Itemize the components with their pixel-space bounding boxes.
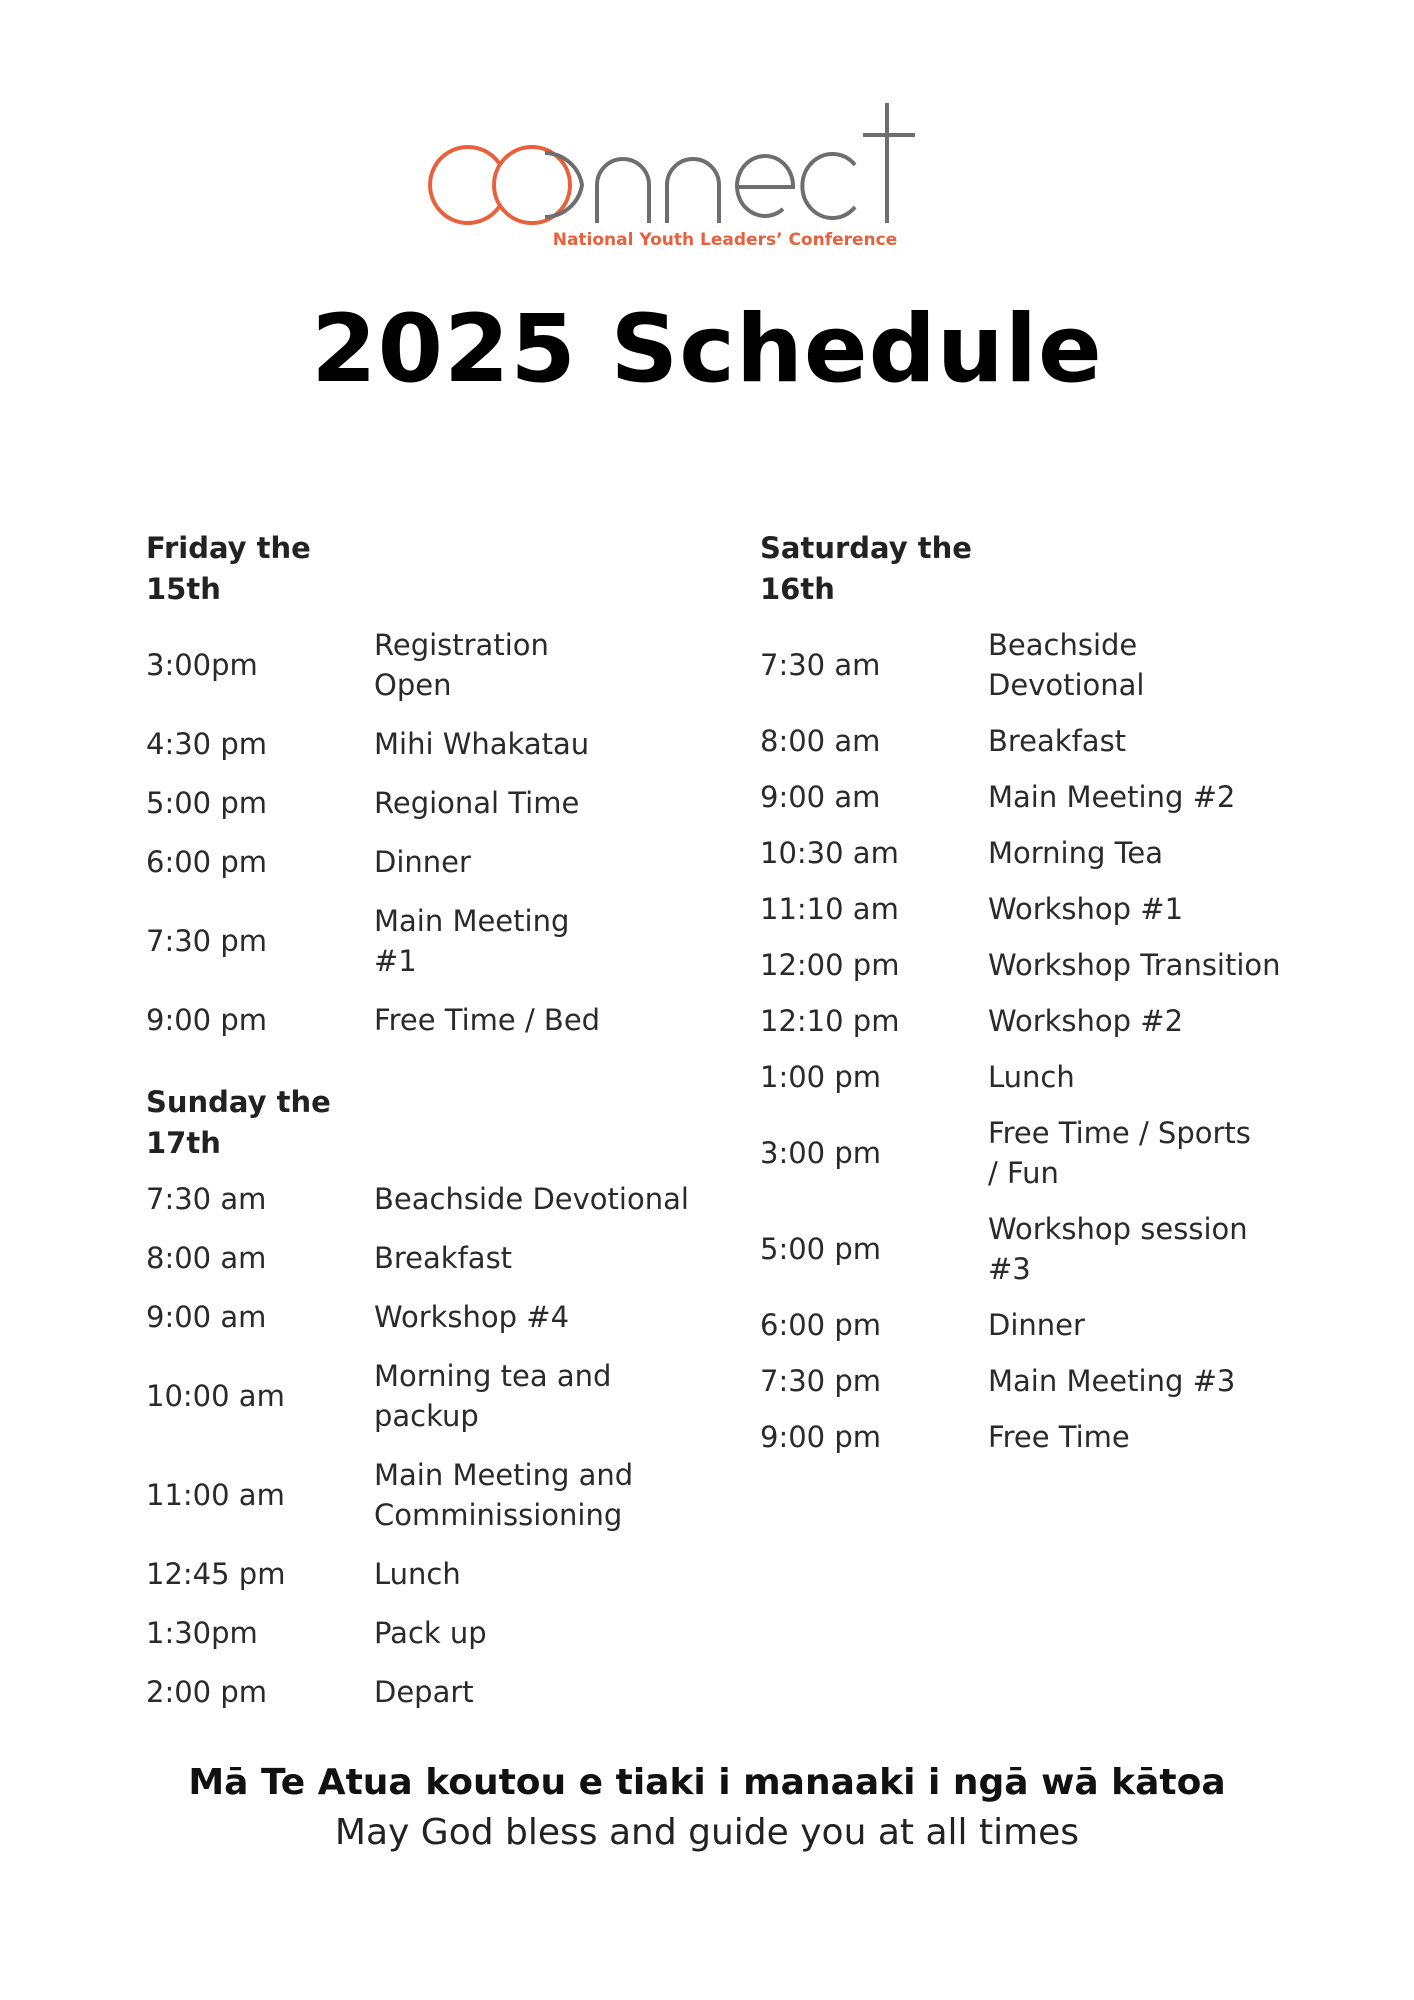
schedule-row	[146, 1554, 726, 1594]
schedule-row	[146, 724, 726, 764]
time: 8:00 am	[146, 1241, 267, 1275]
saturday-list	[760, 625, 1320, 1457]
time: 12:10 pm	[760, 1004, 900, 1038]
schedule-row	[760, 1305, 1320, 1345]
time: 12:45 pm	[146, 1557, 286, 1591]
activity: Regional Time	[374, 786, 580, 820]
time: 9:00 am	[760, 780, 881, 814]
schedule-row	[146, 1297, 726, 1337]
time: 4:30 pm	[146, 727, 267, 761]
time: 11:10 am	[760, 892, 899, 926]
activity: Pack up	[374, 1616, 487, 1650]
time: 8:00 am	[760, 724, 881, 758]
english-blessing: May God bless and guide you at all times	[334, 1812, 1080, 1853]
time: 9:00 pm	[146, 1003, 267, 1037]
activity: Free Time	[988, 1420, 1130, 1454]
schedule-row	[146, 625, 726, 705]
time: 7:30 pm	[760, 1364, 881, 1398]
time: 7:30 am	[760, 648, 881, 682]
time: 6:00 pm	[146, 845, 267, 879]
schedule-row	[760, 1001, 1320, 1041]
time: 12:00 pm	[760, 948, 900, 982]
time: 11:00 am	[146, 1478, 285, 1512]
sunday-heading: Sunday the 17th	[146, 1085, 331, 1160]
friday-heading: Friday the 15th	[146, 531, 311, 606]
friday-list	[146, 625, 726, 1040]
time: 6:00 pm	[760, 1308, 881, 1342]
time: 10:00 am	[146, 1379, 285, 1413]
activity: Mihi Whakatau	[374, 727, 590, 761]
schedule-row	[146, 1356, 726, 1436]
time: 10:30 am	[760, 836, 899, 870]
activity: Main Meeting #2	[988, 780, 1236, 814]
conference-logo	[0, 95, 1414, 255]
activity: Dinner	[374, 845, 471, 879]
schedule-row	[760, 777, 1320, 817]
saturday-heading: Saturday the 16th	[760, 531, 972, 606]
time: 1:30pm	[146, 1616, 258, 1650]
page-title: 2025 Schedule	[311, 295, 1103, 404]
sunday-list	[146, 1179, 726, 1712]
time: 5:00 pm	[760, 1232, 881, 1266]
time: 5:00 pm	[146, 786, 267, 820]
time: 9:00 am	[146, 1300, 267, 1334]
activity: Free Time / Bed	[374, 1003, 601, 1037]
activity: Main Meeting and Comminissioning	[374, 1458, 634, 1532]
activity: Beachside Devotional	[988, 628, 1145, 702]
schedule-row	[146, 1455, 726, 1535]
schedule-row	[146, 901, 726, 981]
activity: Workshop Transition	[988, 948, 1281, 982]
schedule-row	[760, 1417, 1320, 1457]
schedule-row	[146, 1613, 726, 1653]
schedule-row	[146, 842, 726, 882]
schedule-row	[760, 1209, 1320, 1289]
schedule-row	[760, 833, 1320, 873]
time: 7:30 pm	[146, 924, 267, 958]
activity: Breakfast	[374, 1241, 513, 1275]
time: 9:00 pm	[760, 1420, 881, 1454]
schedule-row	[760, 625, 1320, 705]
activity: Dinner	[988, 1308, 1085, 1342]
schedule-row	[146, 1238, 726, 1278]
activity: Main Meeting #1	[374, 904, 570, 978]
activity: Beachside Devotional	[374, 1182, 689, 1216]
blessing-footer	[0, 1758, 1414, 1858]
activity: Workshop #2	[988, 1004, 1184, 1038]
time: 3:00 pm	[760, 1136, 881, 1170]
schedule-row	[760, 1057, 1320, 1097]
activity: Lunch	[988, 1060, 1075, 1094]
maori-blessing: Mā Te Atua koutou e tiaki i manaaki i ngā wā kātoa	[188, 1762, 1226, 1803]
connect-logo-graphic	[427, 95, 987, 255]
right-schedule-column	[760, 528, 1320, 1457]
activity: Breakfast	[988, 724, 1127, 758]
activity: Free Time / Sports / Fun	[988, 1116, 1251, 1190]
time: 2:00 pm	[146, 1675, 267, 1709]
logo-tagline: National Youth Leaders’ Conference	[552, 230, 898, 250]
schedule-row	[146, 1000, 726, 1040]
activity: Registration Open	[374, 628, 549, 702]
activity: Main Meeting #3	[988, 1364, 1236, 1398]
schedule-row	[760, 1113, 1320, 1193]
activity: Workshop #4	[374, 1300, 570, 1334]
left-schedule-column	[146, 528, 726, 1712]
time: 7:30 am	[146, 1182, 267, 1216]
time: 1:00 pm	[760, 1060, 881, 1094]
activity: Depart	[374, 1675, 474, 1709]
activity: Lunch	[374, 1557, 461, 1591]
schedule-row	[146, 1672, 726, 1712]
schedule-row	[760, 889, 1320, 929]
schedule-row	[760, 945, 1320, 985]
activity: Workshop #1	[988, 892, 1184, 926]
activity: Morning Tea	[988, 836, 1164, 870]
activity: Workshop session #3	[988, 1212, 1248, 1286]
schedule-row	[760, 721, 1320, 761]
schedule-row	[146, 1179, 726, 1219]
time: 3:00pm	[146, 648, 258, 682]
schedule-row	[146, 783, 726, 823]
activity: Morning tea and packup	[374, 1359, 612, 1433]
schedule-row	[760, 1361, 1320, 1401]
